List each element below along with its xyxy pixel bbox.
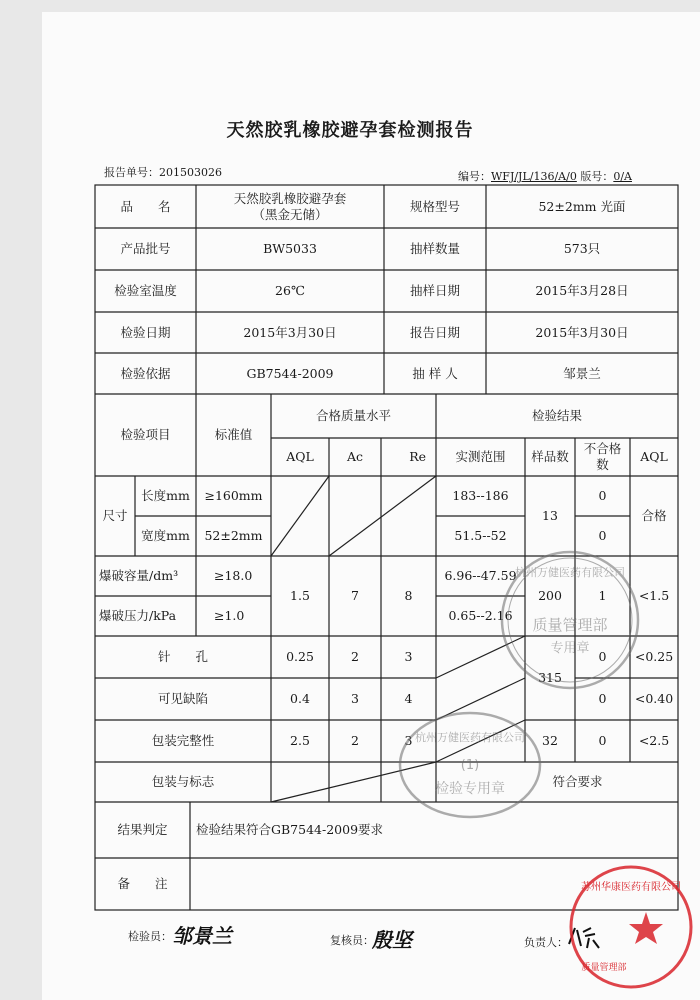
test-date-value: 2015年3月30日 <box>243 324 337 340</box>
defect-label: 可见缺陷 <box>157 691 208 707</box>
burst-volume-range: 6.96--47.59 <box>444 568 517 584</box>
inspection-stamp-mid: (1) <box>460 758 480 773</box>
width-range: 51.5--52 <box>454 528 507 544</box>
product-value <box>196 185 384 228</box>
burst-pressure-standard: ≥1.0 <box>214 608 245 624</box>
width-nonconforming: 0 <box>598 528 607 544</box>
inspector-label: 检验员： <box>128 930 172 943</box>
burst-pressure-label: 爆破压力/kPa <box>99 608 177 624</box>
report-title: 天然胶乳橡胶避孕套检测报告 <box>226 120 474 141</box>
size-samples: 13 <box>542 508 558 524</box>
test-date-label: 检验日期 <box>120 324 171 340</box>
batch-label: 产品批号 <box>120 241 171 257</box>
manager-label: 负责人： <box>524 936 568 949</box>
package-label: 包装完整性 <box>151 733 215 749</box>
spec-label: 规格型号 <box>409 198 460 214</box>
header-item: 检验项目 <box>120 427 171 443</box>
report-number-label: 报告单号： <box>104 166 159 179</box>
burst-samples: 200 <box>538 588 562 604</box>
mid-samples: 315 <box>538 670 562 686</box>
package-result: <2.5 <box>638 733 670 749</box>
burst-re: 8 <box>404 588 413 604</box>
basis-label: 检验依据 <box>120 365 171 381</box>
conclusion-label: 结果判定 <box>117 822 168 838</box>
package-aql: 2.5 <box>290 733 310 749</box>
header-nonconforming-line1: 不合格 <box>583 441 622 457</box>
header-aql: AQL <box>286 449 314 465</box>
pinhole-result: <0.25 <box>634 649 674 665</box>
burst-aql: 1.5 <box>290 588 310 604</box>
header-qualified-level: 合格质量水平 <box>315 408 391 424</box>
pinhole-re: 3 <box>404 649 413 665</box>
header-measured-range: 实测范围 <box>455 449 506 465</box>
inspection-stamp-bottom: 检验专用章 <box>435 781 505 797</box>
reviewer-signature: 殷坚 <box>372 928 412 952</box>
company-seal-sub: 质量管理部 <box>581 963 627 973</box>
conclusion-value: 检验结果符合GB7544-2009要求 <box>196 822 384 838</box>
code-value: WFJ/JL/136/A/0 <box>491 170 577 183</box>
header-nonconforming <box>575 438 630 476</box>
qa-stamp-mid: 质量管理部 <box>532 616 608 634</box>
qa-stamp-bottom: 专用章 <box>550 641 590 656</box>
report-date-label: 报告日期 <box>409 324 460 340</box>
header-re: Re <box>409 449 426 465</box>
length-range: 183--186 <box>452 488 509 504</box>
sampler-label: 抽 样 人 <box>412 365 458 381</box>
burst-result: <1.5 <box>638 588 670 604</box>
width-label: 宽度mm <box>141 528 190 544</box>
inspection-stamp-top: 杭州万健医药有限公司 <box>415 731 525 744</box>
burst-ac: 7 <box>351 588 359 604</box>
package-ac: 2 <box>351 733 359 749</box>
header-sample-count: 样品数 <box>531 449 569 465</box>
pinhole-label: 针 孔 <box>157 649 208 665</box>
burst-pressure-range: 0.65--2.16 <box>448 608 513 624</box>
temp-label: 检验室温度 <box>114 283 177 299</box>
length-standard: ≥160mm <box>204 488 263 504</box>
code-label: 编号： <box>458 170 491 183</box>
defect-ac: 3 <box>351 691 359 707</box>
report-date-value: 2015年3月30日 <box>535 324 629 340</box>
reviewer-label: 复核员： <box>330 934 374 947</box>
length-label: 长度mm <box>141 488 190 504</box>
package-nonconforming: 0 <box>598 733 607 749</box>
defect-nonconforming: 0 <box>598 691 607 707</box>
company-seal-text: 苏州华康医药有限公司 <box>581 882 681 893</box>
qa-stamp-top: 杭州万健医药有限公司 <box>515 566 625 579</box>
sample-date-label: 抽样日期 <box>409 283 460 299</box>
header-aql-result: AQL <box>640 449 668 465</box>
size-label: 尺寸 <box>102 508 128 524</box>
defect-re: 4 <box>404 691 413 707</box>
marking-label: 包装与标志 <box>151 774 215 790</box>
package-re: 3 <box>404 733 413 749</box>
basis-value: GB7544-2009 <box>246 365 334 381</box>
package-samples: 32 <box>542 733 558 749</box>
sample-qty-label: 抽样数量 <box>409 241 460 257</box>
product-label: 品 名 <box>120 198 171 214</box>
batch-value: BW5033 <box>263 241 317 257</box>
version-label: 版号： <box>580 170 614 183</box>
header-standard: 标准值 <box>214 427 253 443</box>
size-result: 合格 <box>641 508 667 524</box>
inspection-stamp-icon <box>395 705 545 825</box>
defect-aql: 0.4 <box>290 691 310 707</box>
company-red-seal-icon <box>566 862 696 992</box>
burst-nonconforming: 1 <box>598 588 607 604</box>
inspector-signature: 邹景兰 <box>172 924 232 948</box>
burst-volume-label: 爆破容量/dm³ <box>99 568 179 584</box>
header-nonconforming-line2: 数 <box>596 457 609 472</box>
defect-result: <0.40 <box>634 691 674 707</box>
sample-qty-value: 573只 <box>563 241 601 257</box>
version-value: 0/A <box>613 170 632 183</box>
pinhole-aql: 0.25 <box>286 649 314 665</box>
length-nonconforming: 0 <box>598 488 607 504</box>
qa-stamp-icon <box>490 540 650 700</box>
marking-result: 符合要求 <box>552 774 603 790</box>
report-number-value: 201503026 <box>159 166 222 179</box>
width-standard: 52±2mm <box>204 528 263 544</box>
temp-value: 26℃ <box>275 283 305 299</box>
header-results: 检验结果 <box>531 408 582 424</box>
product-value-line1: 天然胶乳橡胶避孕套 <box>233 190 347 206</box>
pinhole-ac: 2 <box>351 649 359 665</box>
spec-value: 52±2mm 光面 <box>538 198 626 214</box>
pinhole-nonconforming: 0 <box>598 649 607 665</box>
burst-volume-standard: ≥18.0 <box>214 568 253 584</box>
product-value-line2: （黑金无储） <box>252 206 328 222</box>
sampler-value: 邹景兰 <box>563 365 601 381</box>
remarks-label: 备 注 <box>117 876 168 892</box>
sample-date-value: 2015年3月28日 <box>535 283 629 299</box>
header-ac: Ac <box>346 449 364 465</box>
